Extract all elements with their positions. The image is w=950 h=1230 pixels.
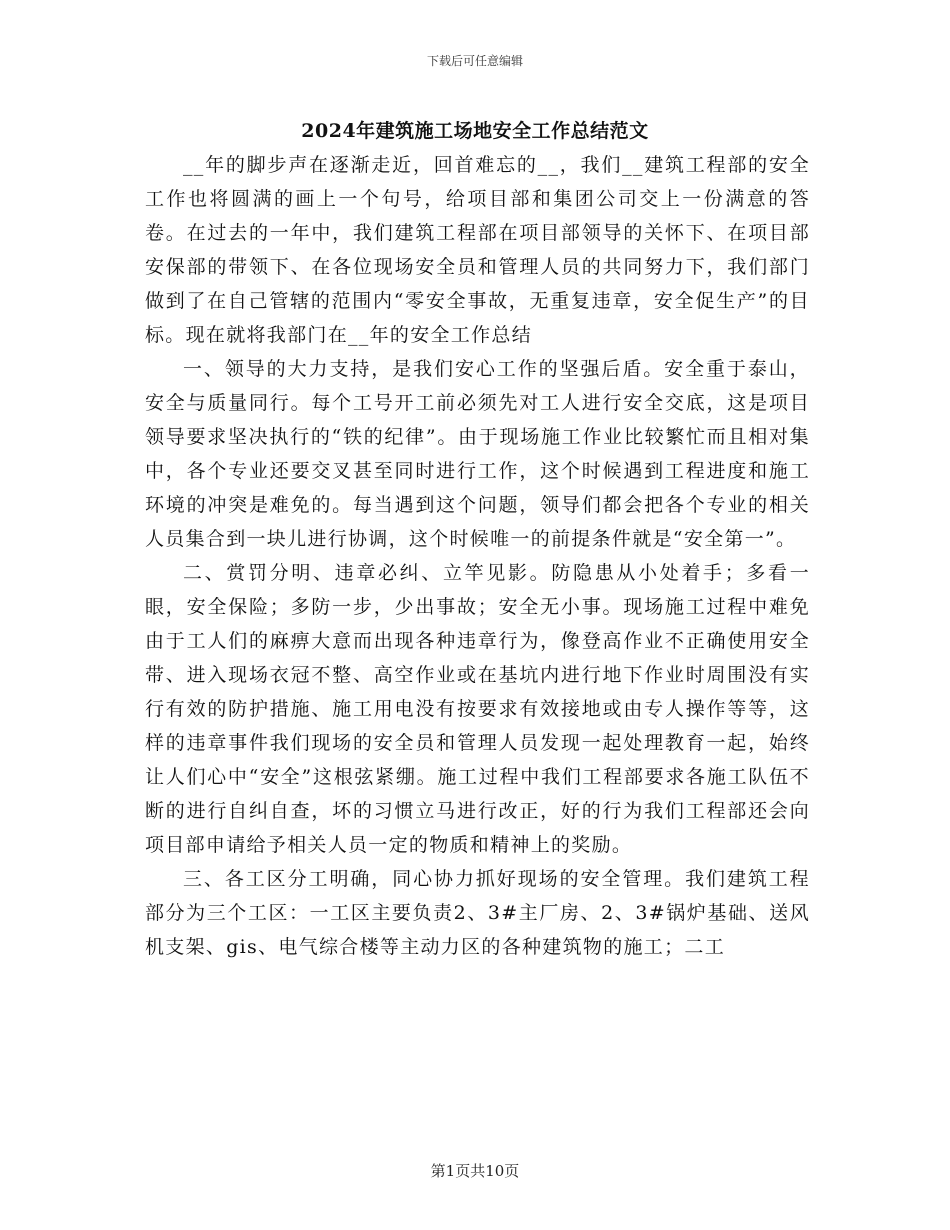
paragraph-intro: __年的脚步声在逐渐走近，回首难忘的__，我们__建筑工程部的安全工作也将圆满的画上一个句号，给项目部和集团公司交上一份满意的答卷。在过去的一年中，我们建筑工程部在项目部领导的关怀下、在项目部安保部的带领下、在各位现场安全员和管理人员的共同努力下，我们部门做到了在自己管辖的范围内“零安全事故，无重复违章，安全促生产”的目标。现在就将我部门在__年的安全工作总结 (145, 154, 810, 346)
document-body (145, 148, 810, 964)
page-footer: 第1页共10页 (430, 1162, 520, 1180)
header-note: 下载后可任意编辑 (426, 54, 523, 68)
paragraph-section-3: 三、各工区分工明确，同心协力抓好现场的安全管理。我们建筑工程部分为三个工区：一工区主要负责2、3#主厂房、2、3#锅炉基础、送风机支架、gis、电气综合楼等主动力区的各种建筑物的施工；二工 (145, 868, 810, 958)
document-title: 2024年建筑施工场地安全工作总结范文 (301, 120, 649, 142)
paragraph-section-1: 一、领导的大力支持，是我们安心工作的坚强后盾。安全重于泰山，安全与质量同行。每个工号开工前必须先对工人进行安全交底，这是项目领导要求坚决执行的“铁的纪律”。由于现场施工作业比较繁忙而且相对集中，各个专业还要交叉甚至同时进行工作，这个时候遇到工程进度和施工环境的冲突是难免的。每当遇到这个问题，领导们都会把各个专业的相关人员集合到一块儿进行协调，这个时候唯一的前提条件就是“安全第一”。 (145, 358, 810, 550)
paragraph-section-2: 二、赏罚分明、违章必纠、立竿见影。防隐患从小处着手；多看一眼，安全保险；多防一步，少出事故；安全无小事。现场施工过程中难免由于工人们的麻痹大意而出现各种违章行为，像登高作业不正确使用安全带、进入现场衣冠不整、高空作业或在基坑内进行地下作业时周围没有实行有效的防护措施、施工用电没有按要求有效接地或由专人操作等等，这样的违章事件我们现场的安全员和管理人员发现一起处理教育一起，始终让人们心中“安全”这根弦紧绷。施工过程中我们工程部要求各施工队伍不断的进行自纠自查，坏的习惯立马进行改正，好的行为我们工程部还会向项目部申请给予相关人员一定的物质和精神上的奖励。 (145, 562, 810, 856)
